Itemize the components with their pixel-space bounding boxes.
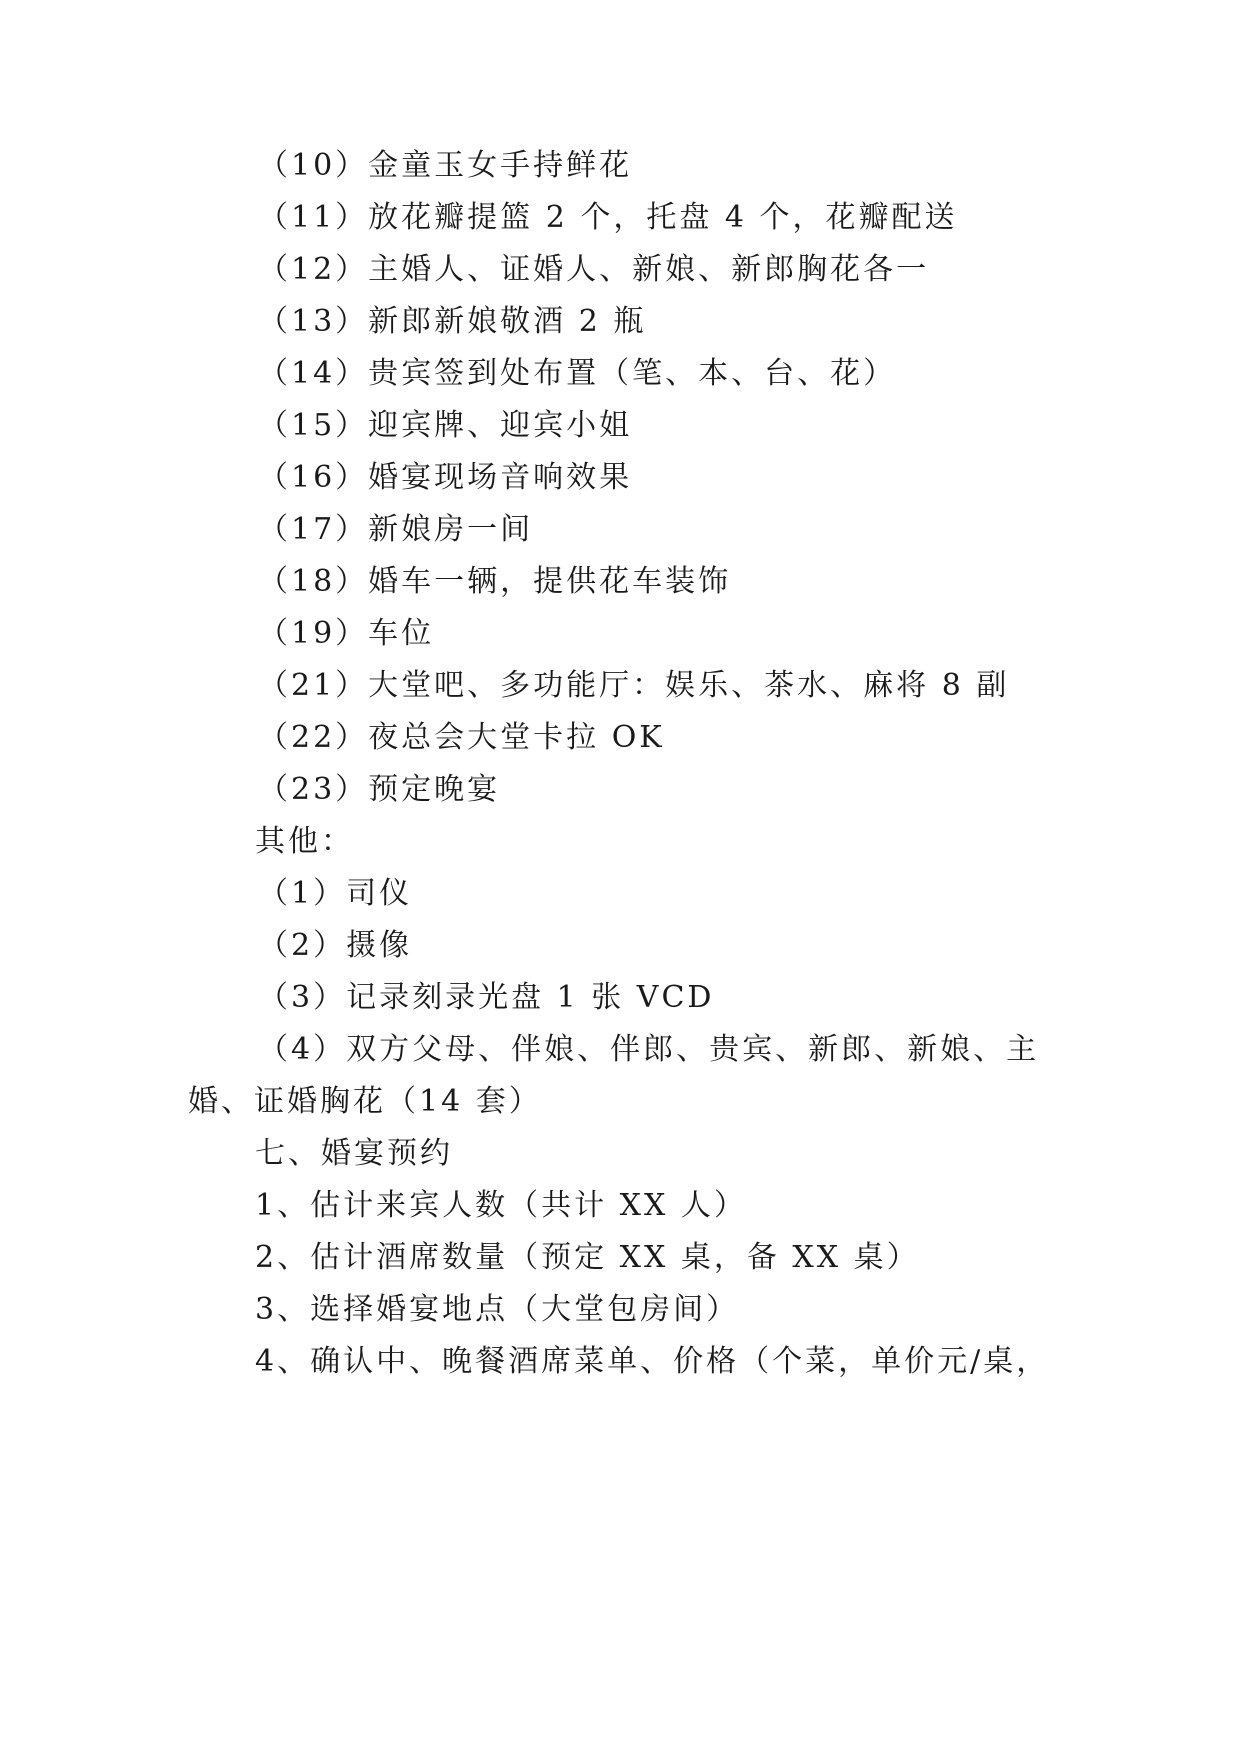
list-item-16: （16）婚宴现场音响效果 [258, 460, 633, 495]
banquet-item-4: 4、确认中、晚餐酒席菜单、价格（个菜，单价元/桌， [255, 1344, 1050, 1379]
list-item-22: （22）夜总会大堂卡拉 OK [258, 720, 665, 755]
banquet-item-1: 1、估计来宾人数（共计 XX 人） [255, 1188, 747, 1223]
list-item-12: （12）主婚人、证婚人、新娘、新郎胸花各一 [258, 252, 930, 287]
banquet-item-3: 3、选择婚宴地点（大堂包房间） [255, 1292, 740, 1327]
section-heading-other: 其他： [255, 824, 354, 859]
list-item-11: （11）放花瓣提篮 2 个，托盘 4 个，花瓣配送 [258, 200, 958, 235]
banquet-item-2: 2、估计酒席数量（预定 XX 桌，备 XX 桌） [255, 1240, 920, 1275]
list-item-19: （19）车位 [258, 616, 435, 651]
other-item-4-continuation: 婚、证婚胸花（14 套） [188, 1084, 542, 1119]
list-item-10: （10）金童玉女手持鲜花 [258, 148, 633, 183]
list-item-21: （21）大堂吧、多功能厅：娱乐、茶水、麻将 8 副 [258, 668, 1010, 703]
list-item-17: （17）新娘房一间 [258, 512, 534, 547]
section-heading-banquet: 七、婚宴预约 [255, 1136, 453, 1171]
list-item-13: （13）新郎新娘敬酒 2 瓶 [258, 304, 647, 339]
other-item-3: （3）记录刻录光盘 1 张 VCD [258, 980, 715, 1015]
list-item-23: （23）预定晚宴 [258, 772, 501, 807]
list-item-14: （14）贵宾签到处布置（笔、本、台、花） [258, 356, 897, 391]
list-item-15: （15）迎宾牌、迎宾小姐 [258, 408, 633, 443]
other-item-2: （2）摄像 [258, 928, 413, 963]
other-item-1: （1）司仪 [258, 876, 413, 911]
list-item-18: （18）婚车一辆，提供花车装饰 [258, 564, 732, 599]
other-item-4: （4）双方父母、伴娘、伴郎、贵宾、新郎、新娘、主 [258, 1032, 1040, 1067]
